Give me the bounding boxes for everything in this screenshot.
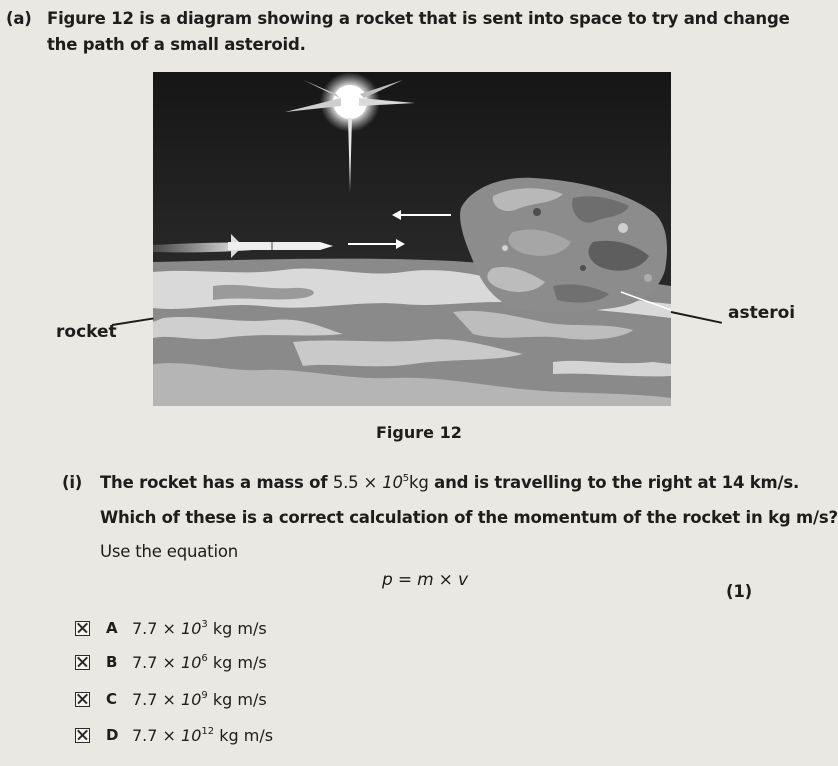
option-value: $7.7 \times 10^3$ kg m/s [132, 618, 267, 638]
question-prompt: Which of these is a correct calculation of the momentum of the rocket in kg m/s? [100, 508, 838, 527]
eq-equals: = [397, 570, 412, 590]
checkbox-icon[interactable] [75, 621, 90, 636]
mass-unit: kg [408, 473, 429, 492]
option-b[interactable] [75, 651, 267, 673]
rocket-leader-line [112, 317, 154, 326]
rocket-mass: $5.5 \times 10^5$ [332, 473, 409, 492]
option-c[interactable] [75, 688, 267, 710]
option-exponent: 6 [201, 652, 208, 664]
option-exponent: 9 [201, 689, 208, 701]
rocket-asteroid-illustration [153, 72, 671, 406]
option-mantissa: 7.7 [132, 652, 158, 672]
option-letter: B [106, 653, 118, 671]
option-value: $7.7 \times 10^{12}$ kg m/s [132, 725, 274, 745]
momentum-equation [382, 570, 468, 590]
option-d[interactable] [75, 724, 273, 746]
option-a[interactable] [75, 617, 267, 639]
eq-m: m [417, 570, 434, 590]
mass-exponent: 5 [402, 473, 409, 484]
question-number: (i) [62, 473, 83, 492]
checkbox-icon[interactable] [75, 692, 90, 707]
marks-label: (1) [726, 582, 752, 601]
option-unit: kg m/s [219, 725, 274, 745]
figure-caption: Figure 12 [376, 423, 462, 442]
option-value: $7.7 \times 10^6$ kg m/s [132, 652, 267, 672]
intro-line-1: Figure 12 is a diagram showing a rocket that is sent into space to try and change [47, 9, 790, 28]
asteroid-label: asteroi [728, 303, 796, 323]
option-letter: C [106, 690, 118, 708]
checkbox-icon[interactable] [75, 655, 90, 670]
stem-before: The rocket has a mass of [100, 473, 328, 492]
option-unit: kg m/s [212, 618, 267, 638]
option-mantissa: 7.7 [132, 689, 158, 709]
eq-times: × [438, 570, 453, 590]
stem-after: and is travelling to the right at 14 km/s. [434, 473, 800, 492]
option-value: $7.7 \times 10^9$ kg m/s [132, 689, 267, 709]
eq-v: v [457, 570, 468, 590]
use-equation-label: Use the equation [100, 542, 238, 561]
figure-12-image [153, 72, 671, 406]
intro-line-2: the path of a small asteroid. [47, 35, 306, 54]
option-exponent: 12 [201, 725, 215, 737]
eq-p: p [382, 570, 393, 590]
option-mantissa: 7.7 [132, 725, 158, 745]
option-mantissa: 7.7 [132, 618, 158, 638]
option-unit: kg m/s [212, 652, 267, 672]
option-letter: D [106, 726, 119, 744]
asteroid-leader-line [671, 311, 722, 324]
rocket-label: rocket [56, 322, 117, 342]
option-exponent: 3 [201, 618, 208, 630]
mass-mantissa: 5.5 [332, 473, 359, 492]
part-label: (a) [6, 9, 32, 28]
checkbox-icon[interactable] [75, 728, 90, 743]
option-unit: kg m/s [212, 689, 267, 709]
option-letter: A [106, 619, 118, 637]
question-stem [100, 473, 799, 492]
